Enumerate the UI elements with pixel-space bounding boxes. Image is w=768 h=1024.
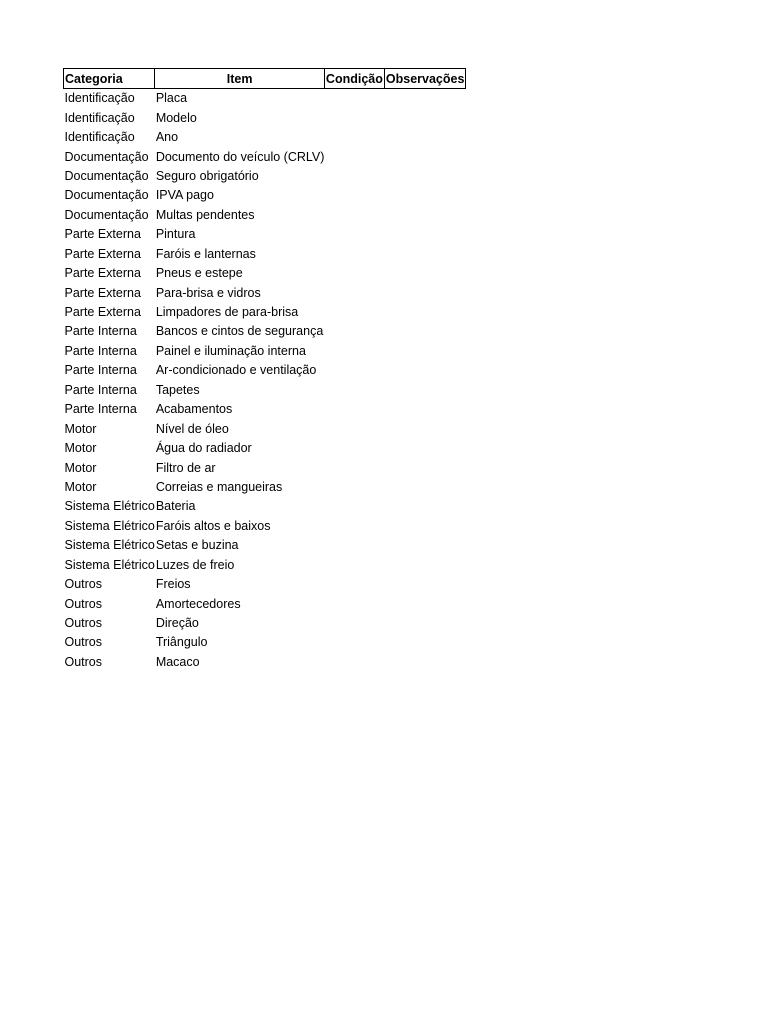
cell-categoria: Parte Externa	[64, 227, 141, 242]
cell-condicao	[324, 303, 384, 322]
cell-categoria: Parte Externa	[64, 266, 141, 281]
table-row	[64, 322, 466, 341]
cell-item: IPVA pago	[155, 188, 214, 203]
cell-item: Setas e buzina	[155, 538, 239, 553]
cell-observacoes	[384, 342, 466, 361]
cell-item: Bateria	[155, 499, 196, 514]
table-row	[64, 342, 466, 361]
cell-observacoes	[384, 497, 466, 516]
header-categoria: Categoria	[64, 69, 155, 89]
header-item: Item	[155, 69, 325, 89]
cell-categoria: Outros	[64, 616, 103, 631]
cell-condicao	[324, 400, 384, 419]
cell-observacoes	[384, 186, 466, 205]
cell-item: Direção	[155, 616, 199, 631]
table-row	[64, 245, 466, 264]
cell-categoria: Outros	[64, 635, 103, 650]
table-row	[64, 633, 466, 652]
cell-condicao	[324, 206, 384, 225]
cell-categoria: Sistema Elétrico	[64, 538, 155, 553]
table-row	[64, 303, 466, 322]
table-row	[64, 89, 466, 109]
cell-observacoes	[384, 517, 466, 536]
cell-categoria: Sistema Elétrico	[64, 499, 155, 514]
cell-condicao	[324, 439, 384, 458]
cell-condicao	[324, 497, 384, 516]
cell-condicao	[324, 653, 384, 672]
cell-item: Macaco	[155, 654, 200, 669]
cell-categoria: Documentação	[64, 149, 149, 164]
cell-categoria: Outros	[64, 654, 103, 669]
cell-observacoes	[384, 206, 466, 225]
cell-categoria: Identificação	[64, 110, 135, 125]
checklist-table	[63, 68, 466, 672]
cell-categoria: Parte Externa	[64, 285, 141, 300]
cell-observacoes	[384, 283, 466, 302]
cell-item: Filtro de ar	[155, 460, 216, 475]
cell-observacoes	[384, 225, 466, 244]
cell-condicao	[324, 147, 384, 166]
cell-observacoes	[384, 264, 466, 283]
table-row	[64, 536, 466, 555]
cell-observacoes	[384, 381, 466, 400]
cell-item: Pintura	[155, 227, 196, 242]
cell-condicao	[324, 342, 384, 361]
table-row	[64, 439, 466, 458]
table-row	[64, 419, 466, 438]
cell-categoria: Parte Interna	[64, 324, 137, 339]
cell-item: Freios	[155, 577, 191, 592]
cell-categoria: Sistema Elétrico	[64, 557, 155, 572]
cell-condicao	[324, 89, 384, 109]
cell-condicao	[324, 556, 384, 575]
cell-observacoes	[384, 458, 466, 477]
cell-condicao	[324, 575, 384, 594]
cell-item: Painel e iluminação interna	[155, 343, 306, 358]
table-row	[64, 225, 466, 244]
cell-observacoes	[384, 575, 466, 594]
table-row	[64, 614, 466, 633]
cell-item: Bancos e cintos de segurança	[155, 324, 324, 339]
cell-observacoes	[384, 556, 466, 575]
table-row	[64, 186, 466, 205]
table-row	[64, 594, 466, 613]
cell-condicao	[324, 419, 384, 438]
cell-categoria: Parte Interna	[64, 382, 137, 397]
cell-condicao	[324, 594, 384, 613]
cell-observacoes	[384, 594, 466, 613]
cell-observacoes	[384, 439, 466, 458]
cell-condicao	[324, 283, 384, 302]
checklist-sheet	[63, 68, 466, 672]
cell-item: Para-brisa e vidros	[155, 285, 261, 300]
cell-categoria: Documentação	[64, 188, 149, 203]
cell-observacoes	[384, 653, 466, 672]
cell-condicao	[324, 108, 384, 127]
cell-condicao	[324, 167, 384, 186]
table-row	[64, 497, 466, 516]
cell-condicao	[324, 245, 384, 264]
header-observacoes: Observações	[384, 69, 466, 89]
cell-categoria: Parte Interna	[64, 402, 137, 417]
cell-categoria: Parte Externa	[64, 305, 141, 320]
cell-categoria: Motor	[64, 421, 97, 436]
cell-item: Pneus e estepe	[155, 266, 243, 281]
cell-categoria: Motor	[64, 441, 97, 456]
cell-observacoes	[384, 614, 466, 633]
cell-item: Amortecedores	[155, 596, 241, 611]
cell-condicao	[324, 517, 384, 536]
cell-item: Documento do veículo (CRLV)	[155, 149, 325, 164]
cell-categoria: Identificação	[64, 91, 135, 106]
cell-item: Triângulo	[155, 635, 208, 650]
cell-categoria: Motor	[64, 460, 97, 475]
table-row	[64, 128, 466, 147]
table-row	[64, 147, 466, 166]
cell-condicao	[324, 186, 384, 205]
cell-item: Água do radiador	[155, 441, 252, 456]
cell-item: Limpadores de para-brisa	[155, 305, 299, 320]
cell-categoria: Documentação	[64, 207, 149, 222]
cell-item: Correias e mangueiras	[155, 479, 283, 494]
table-row	[64, 381, 466, 400]
cell-item: Ar-condicionado e ventilação	[155, 363, 317, 378]
cell-condicao	[324, 225, 384, 244]
table-row	[64, 517, 466, 536]
cell-observacoes	[384, 147, 466, 166]
table-row	[64, 478, 466, 497]
cell-condicao	[324, 633, 384, 652]
table-row	[64, 108, 466, 127]
table-row	[64, 361, 466, 380]
cell-item: Placa	[155, 91, 188, 106]
table-row	[64, 264, 466, 283]
cell-observacoes	[384, 361, 466, 380]
cell-observacoes	[384, 89, 466, 109]
cell-item: Multas pendentes	[155, 207, 255, 222]
cell-item: Luzes de freio	[155, 557, 235, 572]
cell-categoria: Outros	[64, 596, 103, 611]
table-body	[64, 89, 466, 673]
cell-item: Nível de óleo	[155, 421, 229, 436]
cell-observacoes	[384, 400, 466, 419]
cell-condicao	[324, 361, 384, 380]
table-row	[64, 653, 466, 672]
cell-condicao	[324, 264, 384, 283]
cell-observacoes	[384, 419, 466, 438]
cell-observacoes	[384, 536, 466, 555]
cell-observacoes	[384, 167, 466, 186]
cell-condicao	[324, 381, 384, 400]
table-row	[64, 458, 466, 477]
cell-item: Modelo	[155, 110, 197, 125]
cell-observacoes	[384, 245, 466, 264]
cell-categoria: Parte Interna	[64, 343, 137, 358]
header-row	[64, 69, 466, 89]
cell-condicao	[324, 478, 384, 497]
cell-item: Acabamentos	[155, 402, 233, 417]
table-row	[64, 167, 466, 186]
cell-categoria: Outros	[64, 577, 103, 592]
table-row	[64, 283, 466, 302]
cell-condicao	[324, 614, 384, 633]
cell-categoria: Motor	[64, 479, 97, 494]
cell-observacoes	[384, 322, 466, 341]
cell-categoria: Parte Interna	[64, 363, 137, 378]
cell-categoria: Parte Externa	[64, 246, 141, 261]
cell-item: Tapetes	[155, 382, 200, 397]
cell-categoria: Documentação	[64, 168, 149, 183]
cell-categoria: Sistema Elétrico	[64, 518, 155, 533]
cell-observacoes	[384, 303, 466, 322]
cell-condicao	[324, 536, 384, 555]
cell-condicao	[324, 128, 384, 147]
header-condicao: Condição	[324, 69, 384, 89]
table-row	[64, 400, 466, 419]
table-row	[64, 556, 466, 575]
cell-condicao	[324, 322, 384, 341]
cell-observacoes	[384, 633, 466, 652]
cell-observacoes	[384, 478, 466, 497]
cell-item: Ano	[155, 130, 179, 145]
cell-item: Faróis altos e baixos	[155, 518, 271, 533]
cell-categoria: Identificação	[64, 130, 135, 145]
cell-condicao	[324, 458, 384, 477]
cell-item: Faróis e lanternas	[155, 246, 256, 261]
table-row	[64, 206, 466, 225]
cell-observacoes	[384, 128, 466, 147]
cell-item: Seguro obrigatório	[155, 168, 259, 183]
cell-observacoes	[384, 108, 466, 127]
table-row	[64, 575, 466, 594]
